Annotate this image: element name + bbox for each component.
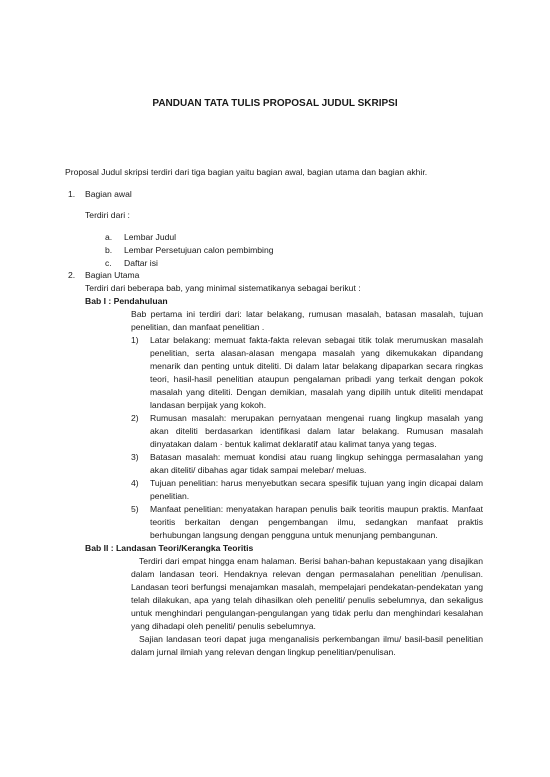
- list-item-marker: c.: [105, 258, 112, 268]
- section-number: 1.: [68, 189, 76, 199]
- section-subheading: Terdiri dari beberapa bab, yang minimal sistematikanya sebagai berikut :: [85, 283, 361, 293]
- list-item-marker: 4): [131, 478, 139, 488]
- list-item-marker: 2): [131, 413, 139, 423]
- section-heading: Bagian Utama: [85, 270, 140, 280]
- intro-paragraph: Proposal Judul skripsi terdiri dari tiga bagian yaitu bagian awal, bagian utama dan bagian akhir.: [65, 167, 428, 177]
- list-item-marker: 5): [131, 504, 139, 514]
- list-item-marker: b.: [105, 245, 113, 255]
- list-item: Tujuan penelitian: harus menyebutkan secara spesifik tujuan yang ingin dicapai dalam penelitian.: [150, 478, 483, 501]
- chapter-heading: Bab II : Landasan Teori/Kerangka Teoritis: [85, 543, 254, 553]
- page-title: PANDUAN TATA TULIS PROPOSAL JUDUL SKRIPSI: [152, 98, 398, 109]
- list-item-marker: a.: [105, 232, 113, 242]
- list-item: Rumusan masalah: merupakan pernyataan mengenai ruang lingkup masalah yang akan diteliti berdasarkan identifikasi dalam latar belakang. Rumusan masalah dinyatakan dalam · bentuk kalimat deklaratif atau kalimat tanya yang tegas.: [150, 413, 483, 449]
- list-item-marker: 3): [131, 452, 139, 462]
- list-item-marker: 1): [131, 335, 139, 345]
- chapter-heading: Bab I : Pendahuluan: [85, 296, 168, 306]
- section-subheading: Terdiri dari :: [85, 210, 130, 220]
- list-item: Latar belakang: memuat fakta-fakta relevan sebagai titik tolak merumuskan masalah penelitian, serta alasan-alasan mengapa masalah yang dikemukakan dipandang menarik dan penting untuk diteliti. Di dalam latar belakang dipaparkan secara ringkas teori, hasil-hasil penelitian ataupun pengalaman pribadi yang terkait dengan pokok masalah yang diteliti. Dengan demikian, masalah yang dipilih untuk diteliti mendapat landasan berpijak yang kokoh.: [150, 335, 483, 410]
- list-item: Manfaat penelitian: menyatakan harapan penulis baik teoritis maupun praktis. Manfaat teoritis berkaitan dengan pengembangan ilmu, sedangkan manfaat praktis berhubungan langsung dengan pengguna untuk menunjang pembangunan.: [150, 504, 483, 540]
- list-item: Lembar Judul: [124, 232, 177, 242]
- chapter-paragraph: Sajian landasan teori dapat juga menganalisis perkembangan ilmu/ basil-basil penelitian dalam jurnal ilmiah yang relevan dengan lingkup penelitian/penulisan.: [131, 634, 483, 657]
- section-heading: Bagian awal: [85, 189, 132, 199]
- chapter-paragraph: Terdiri dari empat hingga enam halaman. Berisi bahan-bahan kepustakaan yang disajikan dalam landasan teori. Hendaknya relevan dengan permasalahan penelitian /penulisan. Landasan teori berfungsi menajamkan masalah, mempelajari pendekatan-pendekatan yang telah dilakukan, apa yang telah dihasilkan oleh peneliti/ penulis sebelumnya, dan sekaligus untuk menghindari pengulangan-pengulangan yang tidak perlu dan menghindari kesalahan yang dihadapi oleh peneliti/ penulis sebelumnya.: [131, 556, 483, 631]
- list-item: Lembar Persetujuan calon pembimbing: [124, 245, 274, 255]
- list-item: Batasan masalah: memuat kondisi atau ruang lingkup sehingga permasalahan yang akan diteliti/ dibahas agar tidak sampai melebar/ meluas.: [150, 452, 483, 475]
- section-number: 2.: [68, 270, 76, 280]
- list-item: Daftar isi: [124, 258, 158, 268]
- chapter-intro: Bab pertama ini terdiri dari: latar belakang, rumusan masalah, batasan masalah, tujuan penelitian, dan manfaat penelitian .: [131, 309, 483, 332]
